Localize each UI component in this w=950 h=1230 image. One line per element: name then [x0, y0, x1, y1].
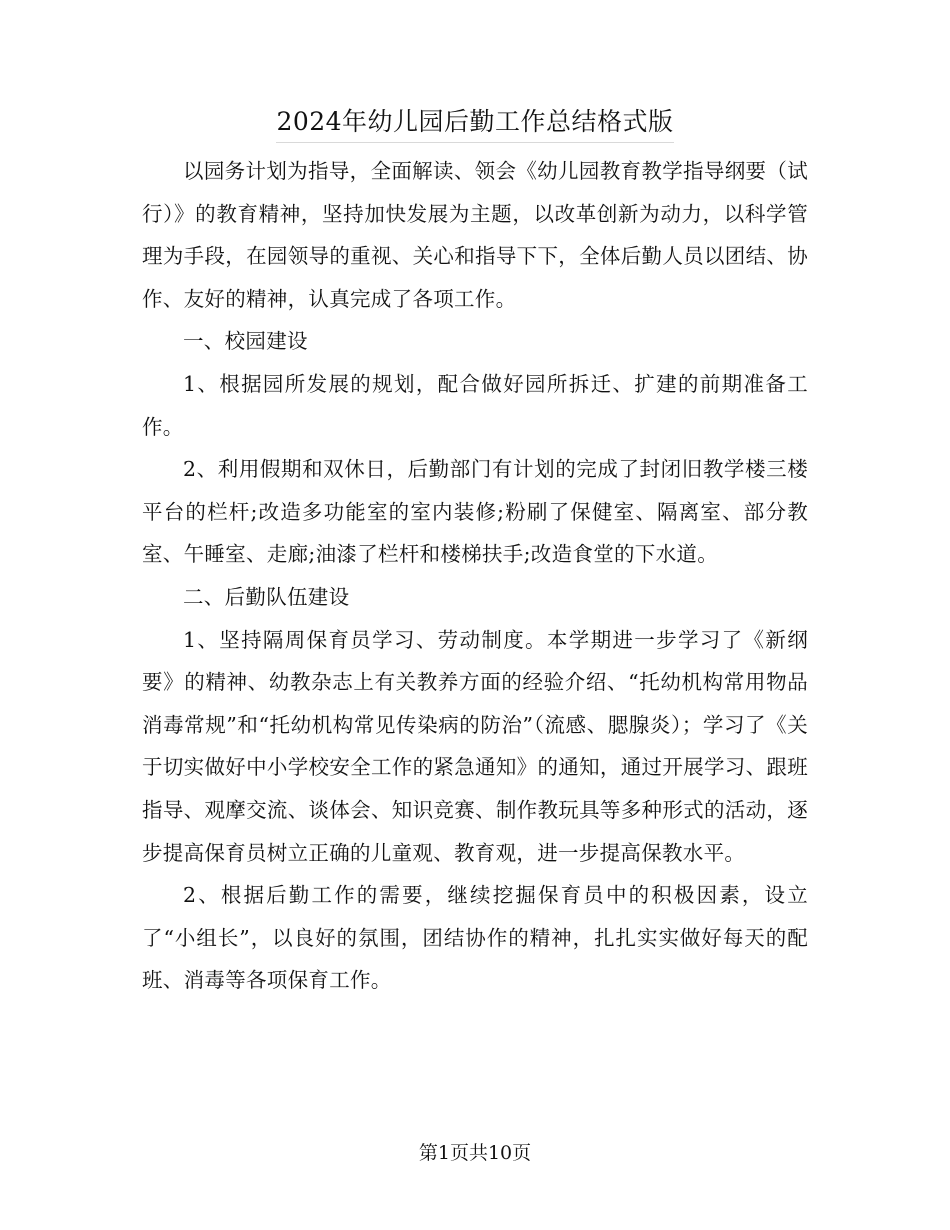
paragraph-team-2: 2、根据后勤工作的需要，继续挖掘保育员中的积极因素，设立了“小组长”，以良好的氛围，团结协作的精神，扎扎实实做好每天的配班、消毒等各项保育工作。	[142, 883, 808, 993]
page-footer: 第1页共10页	[418, 1142, 532, 1164]
paragraph-intro: 以园务计划为指导，全面解读、领会《幼儿园教育教学指导纲要（试行）》的教育精神，坚持加快发展为主题，以改革创新为动力，以科学管理为手段，在园领导的重视、关心和指导下下，全体后勤人员以团结、协作、友好的精神，认真完成了各项工作。	[142, 159, 808, 311]
document-body	[142, 150, 808, 1002]
paragraph-campus-1: 1、根据园所发展的规划，配合做好园所拆迁、扩建的前期准备工作。	[142, 371, 808, 439]
paragraph-team-1: 1、坚持隔周保育员学习、劳动制度。本学期进一步学习了《新纲要》的精神、幼教杂志上有关教养方面的经验介绍、“托幼机构常用物品消毒常规”和“托幼机构常见传染病的防治”（流感、腮腺炎）；学习了《关于切实做好中小学校安全工作的紧急通知》的通知，通过开展学习、跟班指导、观摩交流、谈体会、知识竞赛、制作教玩具等多种形式的活动，逐步提高保育员树立正确的儿童观、教育观，进一步提高保教水平。	[142, 627, 808, 865]
section-heading-campus: 一、校园建设	[183, 329, 308, 354]
title-container	[0, 104, 950, 143]
section-heading-team: 二、后勤队伍建设	[183, 584, 350, 609]
paragraph-campus-2: 2、利用假期和双休日，后勤部门有计划的完成了封闭旧教学楼三楼平台的栏杆;改造多功能室的室内装修;粉刷了保健室、隔离室、部分教室、午睡室、走廊;油漆了栏杆和楼梯扶手;改造食堂的下水道。	[142, 457, 808, 567]
document-title: 2024年幼儿园后勤工作总结格式版	[276, 104, 673, 143]
